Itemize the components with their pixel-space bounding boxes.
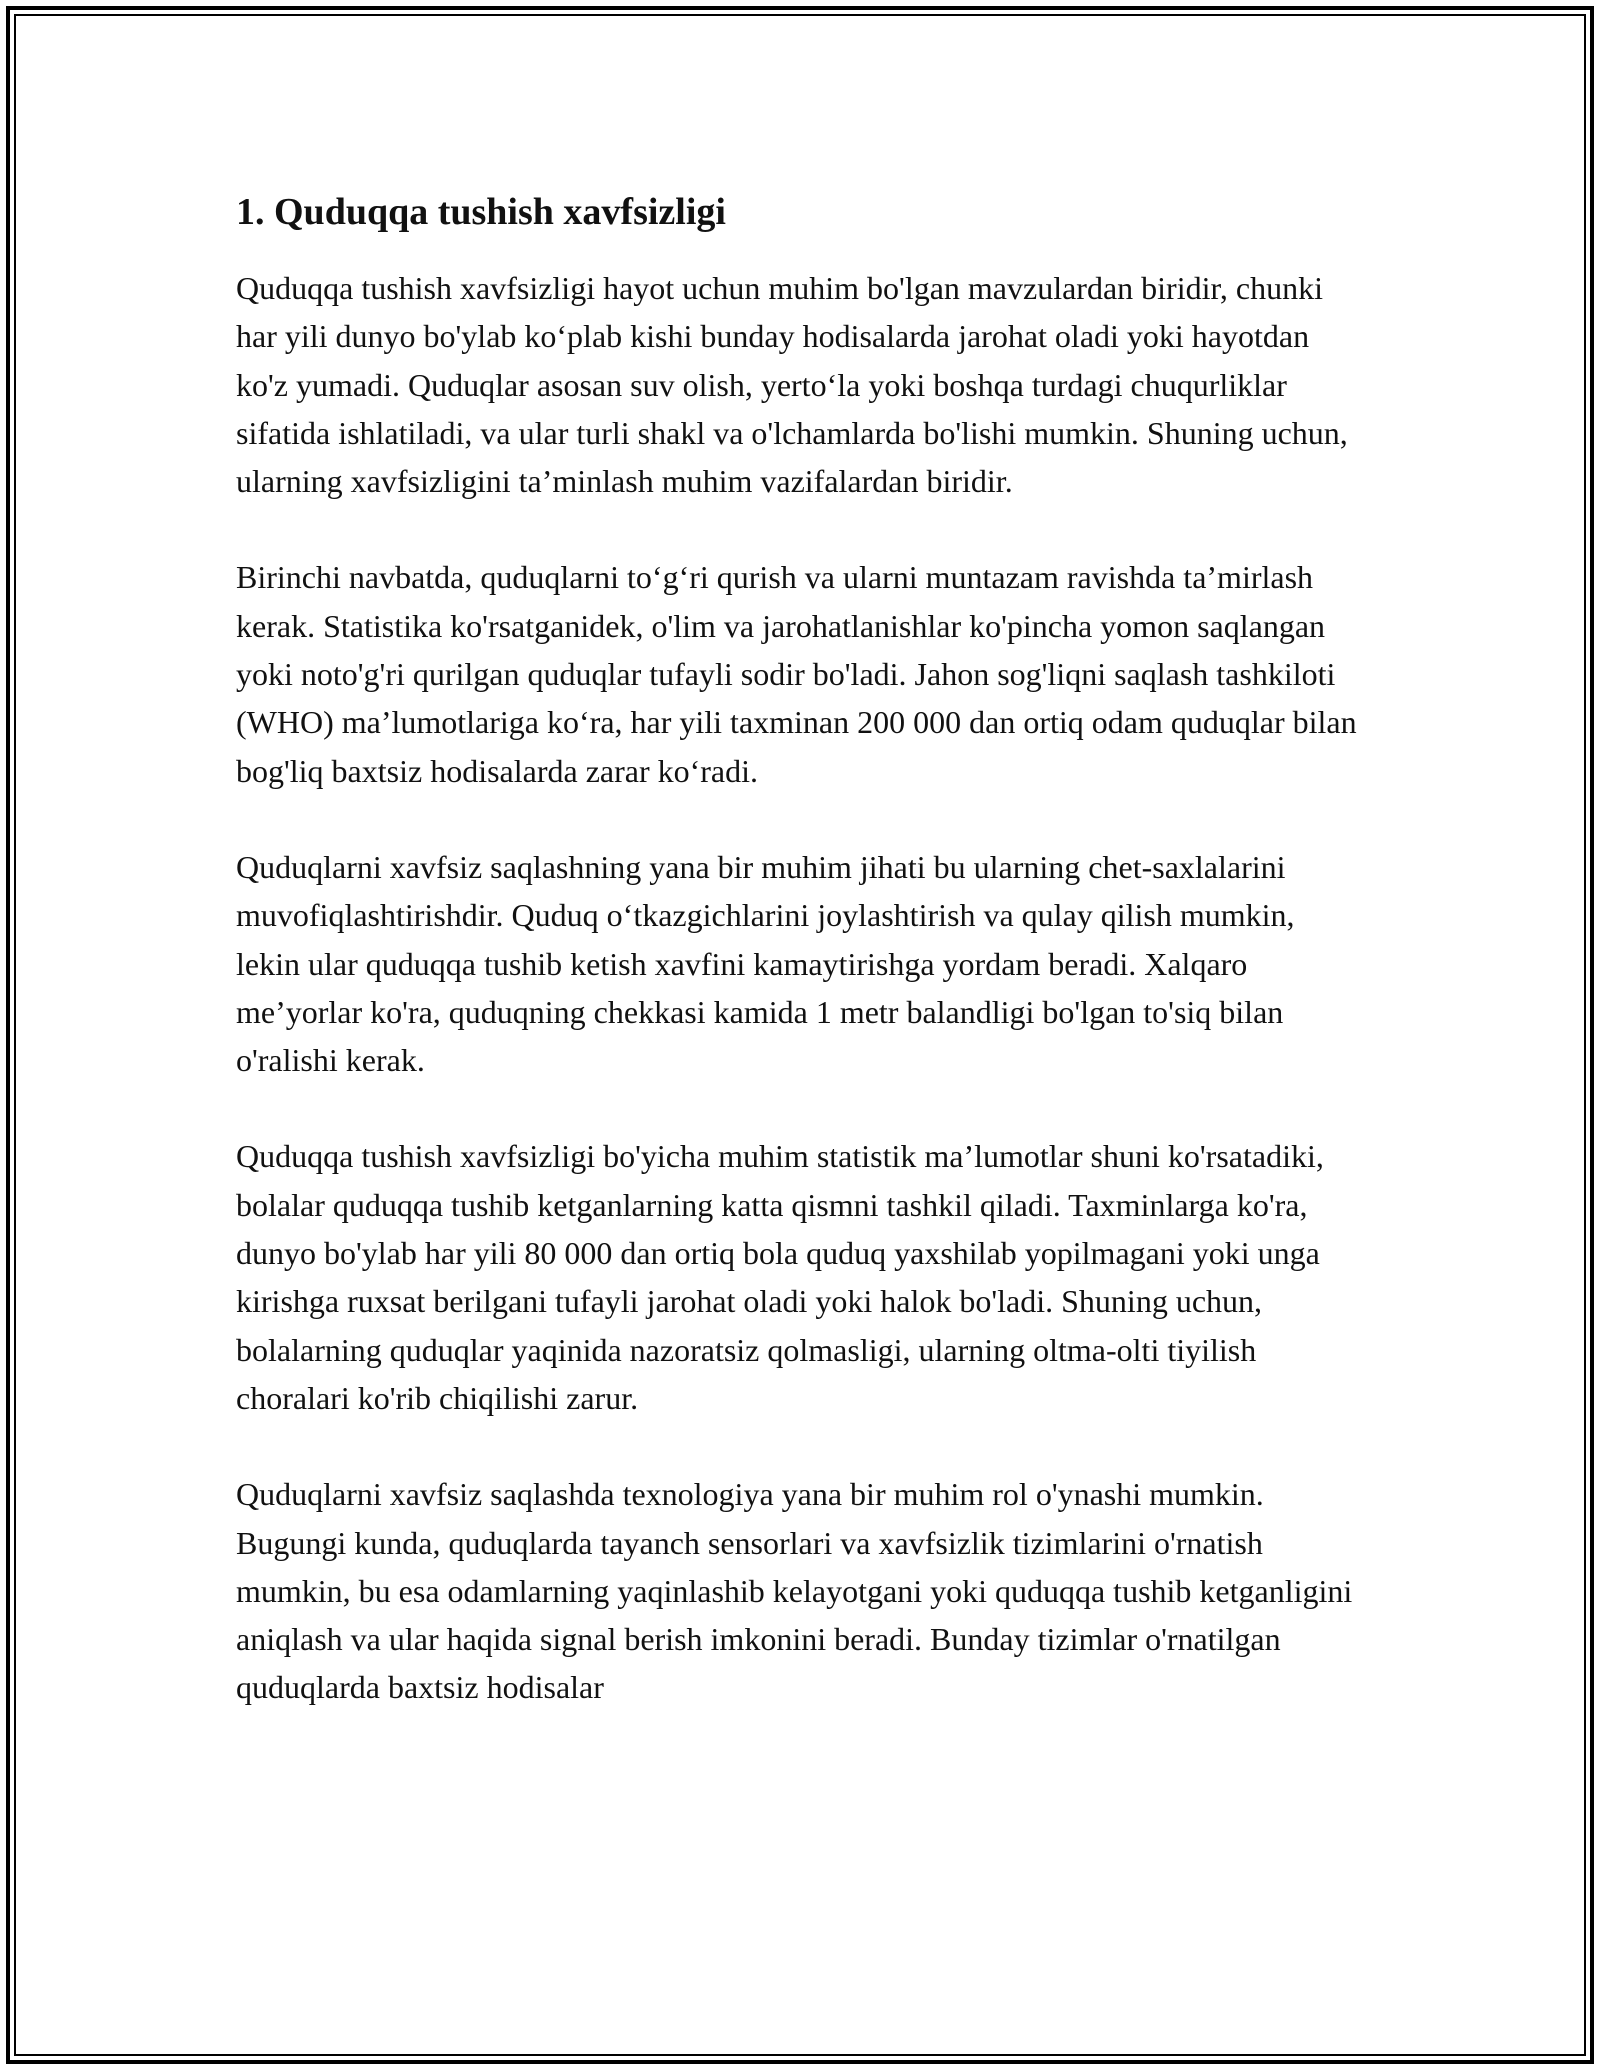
section-heading: 1. Quduqqa tushish xavfsizligi <box>236 191 726 233</box>
paragraph-1: Quduqqa tushish xavfsizligi hayot uchun muhim bo'lgan mavzulardan biridir, chunki har yili dunyo bo'ylab ko‘plab kishi bunday hodisalarda jarohat oladi yoki hayotdan ko'z yumadi. Quduqlar asosan suv olish, yerto‘la yoki boshqa turdagi chuqurliklar sifatida ishlatiladi, va ular turli shakl va o'lchamlarda bo'lishi mumkin. Shuning uchun, ularning xavfsizligini ta’minlash muhim vazifalardan biridir. <box>236 270 1348 500</box>
paragraph-2: Birinchi navbatda, quduqlarni to‘g‘ri qurish va ularni muntazam ravishda ta’mirlash kerak. Statistika ko'rsatganidek, o'lim va jarohatlanishlar ko'pincha yomon saqlangan yoki noto'g'ri qurilgan quduqlar tufayli sodir bo'ladi. Jahon sog'liqni saqlash tashkiloti (WHO) ma’lumotlariga ko‘ra, har yili taxminan 200 000 dan ortiq odam quduqlar bilan bog'liq baxtsiz hodisalarda zarar ko‘radi. <box>236 559 1357 789</box>
paragraph-4: Quduqqa tushish xavfsizligi bo'yicha muhim statistik ma’lumotlar shuni ko'rsatadiki, bolalar quduqqa tushib ketganlarning katta qismni tashkil qiladi. Taxminlarga ko'ra, dunyo bo'ylab har yili 80 000 dan ortiq bola quduq yaxshilab yopilmagani yoki unga kirishga ruxsat berilgani tufayli jarohat oladi yoki halok bo'ladi. Shuning uchun, bolalarning quduqlar yaqinida nazoratsiz qolmasligi, ularning oltma-olti tiyilish choralari ko'rib chiqilishi zarur. <box>236 1138 1324 1416</box>
paragraph-5: Quduqlarni xavfsiz saqlashda texnologiya yana bir muhim rol o'ynashi mumkin. Bugungi kunda, quduqlarda tayanch sensorlari va xavfsizlik tizimlarini o'rnatish mumkin, bu esa odamlarning yaqinlashib kelayotgani yoki quduqqa tushib ketganligini aniqlash va ular haqida signal berish imkonini beradi. Bunday tizimlar o'rnatilgan quduqlarda baxtsiz hodisalar <box>236 1476 1353 1706</box>
paragraph-3: Quduqlarni xavfsiz saqlashning yana bir muhim jihati bu ularning chet-saxlalarini muvofiqlashtirishdir. Quduq o‘tkazgichlarini joylashtirish va qulay qilish mumkin, lekin ular quduqqa tushib ketish xavfini kamaytirishga yordam beradi. Xalqaro me’yorlar ko'ra, quduqning chekkasi kamida 1 metr balandligi bo'lgan to'siq bilan o'ralishi kerak. <box>236 848 1295 1079</box>
document-body <box>236 188 1366 1760</box>
